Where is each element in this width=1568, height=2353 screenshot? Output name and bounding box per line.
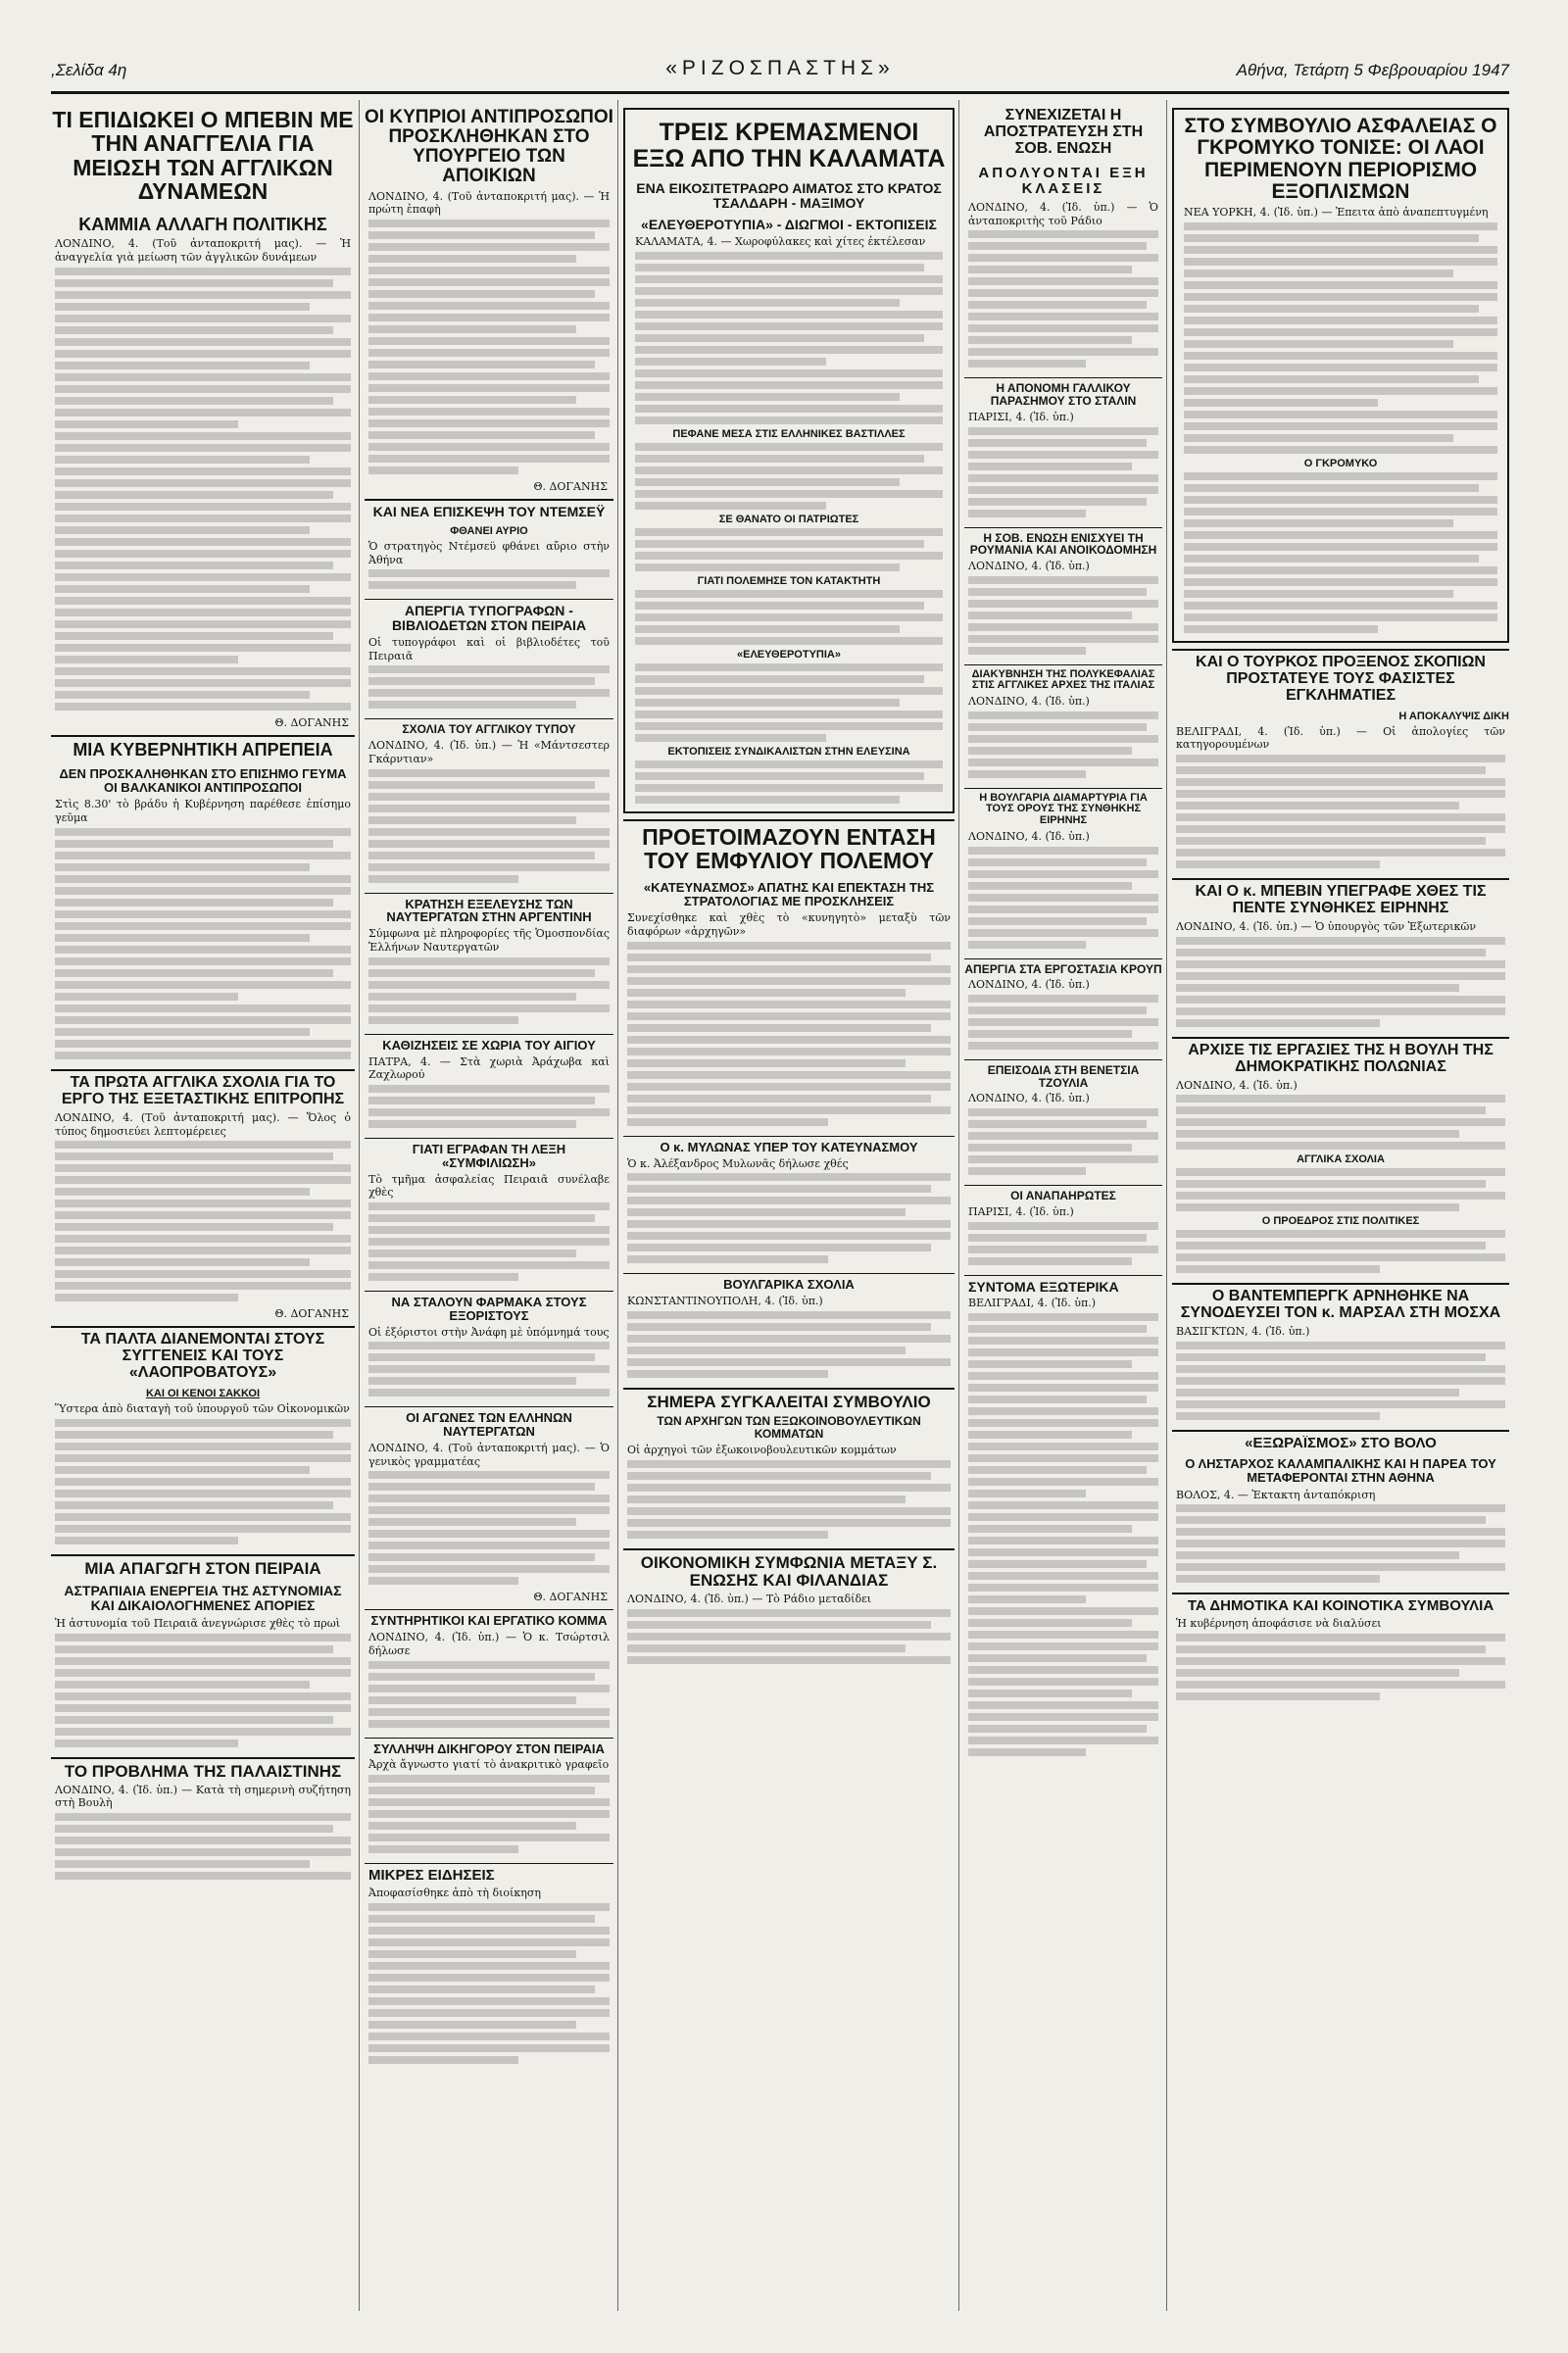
headline: ΤΑ ΠΡΩΤΑ ΑΓΓΛΙΚΑ ΣΧΟΛΙΑ ΓΙΑ ΤΟ ΕΡΓΟ ΤΗΣ ΕΞΕΤΑΣΤΙΚΗΣ ΕΠΙΤΡΟΠΗΣ: [61, 1074, 345, 1107]
subhead: ΔΕΝ ΠΡΟΣΚΑΛΗΘΗΚΑΝ ΣΤΟ ΕΠΙΣΗΜΟ ΓΕΥΜΑ ΟΙ ΒΑΛΚΑΝΙΚΟΙ ΑΝΤΙΠΡΟΣΩΠΟΙ: [59, 765, 347, 796]
article-volos: [1172, 1436, 1509, 1587]
article-dateline: ΛΟΝΔΙΝΟ, 4. (Ἰδ. ὑπ.) — Ὁ ὑπουργὸς τῶν Ἐξωτερικῶν: [1176, 920, 1477, 934]
subhead: Ο ΛΗΣΤΑΡΧΟΣ ΚΑΛΑΜΠΑΛΙΚΗΣ ΚΑΙ Η ΠΑΡΕΑ ΤΟΥ ΜΕΤΑΦΕΡΟΝΤΑΙ ΣΤΗΝ ΑΘΗΝΑ: [1185, 1455, 1496, 1486]
body-text: [51, 1810, 355, 1880]
article-dateline: Σύμφωνα μὲ πληροφορίες τῆς Ὁμοσπονδίας Ἑλλήνων Ναυτεργατῶν: [368, 927, 610, 954]
article-krupp-strike: [964, 963, 1162, 1054]
headline: ΚΑΘΙΖΗΣΕΙΣ ΣΕ ΧΩΡΙΑ ΤΟΥ ΑΙΓΙΟΥ: [382, 1038, 596, 1053]
headline: Η ΣΟΒ. ΕΝΩΣΗ ΕΝΙΣΧΥΕΙ ΤΗ ΡΟΥΜΑΝΙΑ ΚΑΙ ΑΝΟΙΚΟΔΟΜΗΣΗ: [969, 531, 1157, 558]
body-text: [631, 661, 947, 742]
body-text: [623, 1606, 955, 1664]
article-dateline: ΚΑΛΑΜΑΤΑ, 4. — Χωροφύλακες καὶ χίτες ἐκτέλεσαν: [635, 235, 926, 249]
body-text: [1172, 1165, 1509, 1211]
headline: ΤΡΕΙΣ ΚΡΕΜΑΣΜΕΝΟΙ ΕΞΩ ΑΠΟ ΤΗΝ ΚΑΛΑΜΑΤΑ: [632, 119, 946, 172]
article-dateline: Οἱ τυπογράφοι καὶ οἱ βιβλιοδέτες τοῦ Πειραιᾶ: [368, 635, 610, 662]
column-4: [964, 100, 1162, 2311]
headline: ΒΟΥΛΓΑΡΙΚΑ ΣΧΟΛΙΑ: [723, 1278, 855, 1293]
column-3: [623, 100, 955, 2311]
body-text: [631, 249, 947, 424]
article-dateline: Ἡ ἀστυνομία τοῦ Πειραιᾶ ἀνεγνώρισε χθὲς τὸ πρωὶ: [55, 1616, 341, 1630]
article-dateline: ΛΟΝΔΙΝΟ, 4. (Τοῦ ἀνταποκριτή μας). — Ἡ πρώτη ἐπαφὴ: [368, 189, 610, 217]
headline: ΠΡΟΕΤΟΙΜΑΖΟΥΝ ΕΝΤΑΣΗ ΤΟΥ ΕΜΦΥΛΙΟΥ ΠΟΛΕΜΟΥ: [642, 824, 936, 874]
signature: Θ. ΔΟΓΑΝΗΣ: [533, 1591, 608, 1604]
article-turkish-consul: [1172, 655, 1509, 872]
headline: ΝΑ ΣΤΑΛΟΥΝ ΦΑΡΜΑΚΑ ΣΤΟΥΣ ΕΞΟΡΙΣΤΟΥΣ: [391, 1296, 587, 1323]
article-dateline: ΒΑΣΙΓΚΤΩΝ, 4. (Ἰδ. ὑπ.): [1176, 1325, 1310, 1339]
body-text: [51, 1138, 355, 1301]
article-dateline: ΛΟΝΔΙΝΟ, 4. (Ἰδ. ὑπ.): [968, 695, 1090, 709]
section-heading: ΑΓΓΛΙΚΑ ΣΧΟΛΙΑ: [1297, 1153, 1385, 1166]
issue-date: Αθήνα, Τετάρτη 5 Φεβρουαρίου 1947: [1236, 61, 1509, 79]
headline: ΜΙΚΡΕΣ ΕΙΔΗΣΕΙΣ: [368, 1868, 495, 1885]
article-dateline: ΛΟΝΔΙΝΟ, 4. (Ἰδ. ὑπ.): [1176, 1078, 1298, 1092]
article-mylonas: [623, 1141, 955, 1268]
headline: ΣΗΜΕΡΑ ΣΥΓΚΑΛΕΙΤΑΙ ΣΥΜΒΟΥΛΙΟ: [647, 1393, 931, 1411]
body-text: [631, 587, 947, 645]
article-gromyko-security-council: [1172, 108, 1509, 643]
article-cypriot-delegates: [365, 100, 613, 493]
body-text: [964, 227, 1162, 368]
headline: ΣΥΛΛΗΨΗ ΔΙΚΗΓΟΡΟΥ ΣΤΟΝ ΠΕΙΡΑΙΑ: [373, 1741, 605, 1756]
article-dateline: ΛΟΝΔΙΝΟ, 4. (Τοῦ ἀνταποκριτή μας). — Ὁ γενικὸς γραμματέας: [368, 1441, 610, 1468]
article-dateline: ΛΟΝΔΙΝΟ, 4. (Ἰδ. ὑπ.) — Ἡ «Μάντσεστερ Γκάρντιαν»: [368, 739, 610, 765]
body-text: [631, 525, 947, 571]
article-dateline: Ὕστερα ἀπὸ διαταγὴ τοῦ ὑπουργοῦ τῶν Οἰκονομικῶν: [55, 1402, 350, 1416]
column-rule: [359, 100, 360, 2311]
body-text: [964, 1219, 1162, 1265]
headline: ΣΤΟ ΣΥΜΒΟΥΛΙΟ ΑΣΦΑΛΕΙΑΣ Ο ΓΚΡΟΜΥΚΟ ΤΟΝΙΣΕ: ΟΙ ΛΑΟΙ ΠΕΡΙΜΕΝΟΥΝ ΠΕΡΙΟΡΙΣΜΟ ΕΞΟΠΛΙΣΜΩΝ: [1184, 115, 1497, 203]
body-text: [623, 939, 955, 1126]
article-dateline: ΛΟΝΔΙΝΟ, 4. (Τοῦ ἀνταποκριτή μας). — Ἡ ἀναγγελία γιὰ μείωση τῶν ἀγγλικῶν δυνάμεων: [55, 237, 351, 265]
headline: ΟΙ ΑΝΑΠΑΗΡΩΤΕΣ: [1010, 1190, 1116, 1203]
body-text: [964, 844, 1162, 949]
article-medicine-exiles: [365, 1296, 613, 1400]
body-text: [365, 1468, 613, 1585]
article-government-slight: [51, 741, 355, 1063]
headline: ΚΑΙ Ο ΤΟΥΡΚΟΣ ΠΡΟΞΕΝΟΣ ΣΚΟΠΙΩΝ ΠΡΟΣΤΑΤΕΥΕ ΤΟΥΣ ΦΑΣΙΣΤΕΣ ΕΓΚΛΗΜΑΤΙΕΣ: [1196, 654, 1486, 704]
headline: ΑΠΕΡΓΙΑ ΣΤΑ ΕΡΓΟΣΤΑΣΙΑ ΚΡΟΥΠ: [964, 962, 1162, 976]
headline: ΤΑ ΔΗΜΟΤΙΚΑ ΚΑΙ ΚΟΙΝΟΤΙΚΑ ΣΥΜΒΟΥΛΙΑ: [1187, 1598, 1494, 1615]
subhead: «ΚΑΤΕΥΝΑΣΜΟΣ» ΑΠΑΤΗΣ ΚΑΙ ΕΠΕΚΤΑΣΗ ΤΗΣ ΣΤΡΑΤΟΛΟΓΙΑΣ ΜΕ ΠΡΟΣΚΛΗΣΕΙΣ: [643, 879, 935, 908]
article-dempsey-visit: [365, 505, 613, 593]
headline: ΟΙ ΚΥΠΡΙΟΙ ΑΝΤΙΠΡΟΣΩΠΟΙ ΠΡΟΣΚΛΗΘΗΚΑΝ ΣΤΟ ΥΠΟΥΡΓΕΙΟ ΤΩΝ ΑΠΟΙΚΙΩΝ: [365, 107, 613, 187]
article-dateline: ΛΟΝΔΙΝΟ, 4. (Ἰδ. ὑπ.) — Κατὰ τὴ σημερινὴ συζήτηση στὴ Βουλὴ: [55, 1783, 351, 1810]
paper-name: «ΡΙΖΟΣΠΑΣΤΗΣ»: [665, 57, 895, 79]
headline: ΣΥΝΤΟΜΑ ΕΞΩΤΕΡΙΚΑ: [968, 1279, 1119, 1295]
article-dateline: ΛΟΝΔΙΝΟ, 4. (Ἰδ. ὑπ.): [968, 559, 1090, 572]
headline: «ΕΞΩΡΑΪΣΜΟΣ» ΣΤΟ ΒΟΛΟ: [1245, 1436, 1437, 1452]
article-english-comments-commission: [51, 1075, 355, 1320]
article-english-press-comments: [365, 723, 613, 886]
section-heading: ΓΙΑΤΙ ΠΟΛΕΜΗΣΕ ΤΟΝ ΚΑΤΑΚΤΗΤΗ: [697, 574, 881, 587]
article-municipal-councils: [1172, 1598, 1509, 1704]
section-heading: Ο ΠΡΟΕΔΡΟΣ ΣΤΙΣ ΠΟΛΙΤΙΚΕΣ: [1261, 1215, 1420, 1228]
article-greek-seamen: [365, 1411, 613, 1603]
signature: Θ. ΔΟΓΑΝΗΣ: [274, 1307, 349, 1321]
article-bulgarian-comments: [623, 1278, 955, 1382]
article-abduction-piraeus: [51, 1560, 355, 1751]
body-text: [964, 424, 1162, 517]
article-dateline: ΛΟΝΔΙΝΟ, 4. (Ἰδ. ὑπ.) — Ὁ κ. Τσώρτσιλ δήλωσε: [368, 1631, 610, 1657]
section-heading: ΠΕΦΑΝΕ ΜΕΣΑ ΣΤΙΣ ΕΛΛΗΝΙΚΕΣ ΒΑΣΤΙΛΛΕΣ: [672, 427, 906, 440]
body-text: [365, 1900, 613, 2064]
body-text: [365, 566, 613, 589]
column-rule: [617, 100, 618, 2311]
subhead: ΑΠΟΛΥΟΝΤΑΙ ΕΞΗ ΚΛΑΣΕΙΣ: [978, 164, 1149, 198]
article-seamen-argentina: [365, 898, 613, 1028]
column-rule: [1166, 100, 1167, 2311]
article-kalamata-hangings: [623, 108, 955, 813]
article-dateline: ΠΑΤΡΑ, 4. — Στὰ χωριὰ Ἀράχωβα καὶ Ζαχλωρού: [368, 1054, 610, 1082]
body-text: [964, 992, 1162, 1050]
article-bevin-signed-treaties: [1172, 884, 1509, 1031]
signature: Θ. ΔΟΓΑΝΗΣ: [274, 715, 349, 729]
article-dateline: ΛΟΝΔΙΝΟ, 4. (Τοῦ ἀνταποκριτή μας). — Ὅλος ὁ τύπος δημοσιεύει λεπτομέρειες: [55, 1110, 351, 1138]
article-dateline: ΒΟΛΟΣ, 4. — Ἐκτακτη ἀνταπόκριση: [1176, 1488, 1376, 1501]
article-polish-parliament: [1172, 1043, 1509, 1278]
article-dateline: ΚΩΝΣΤΑΝΤΙΝΟΥΠΟΛΗ, 4. (Ἰδ. ὑπ.): [627, 1295, 823, 1308]
body-text: [1172, 1092, 1509, 1150]
article-dateline: ΝΕΑ ΥΟΡΚΗ, 4. (Ἰδ. ὑπ.) — Ἐπειτα ἀπὸ ἀναπεπτυγμένη: [1184, 206, 1489, 219]
article-venezia-giulia: [964, 1064, 1162, 1179]
headline: ΤΑ ΠΑΛΤΑ ΔΙΑΝΕΜΟΝΤΑΙ ΣΤΟΥΣ ΣΥΓΓΕΝΕΙΣ ΚΑΙ ΤΟΥΣ «ΛΑΟΠΡΟΒΑΤΟΥΣ»: [80, 1332, 325, 1382]
article-lawyer-arrest: [365, 1742, 613, 1858]
article-dateline: ΒΕΛΙΓΡΑΔΙ, 4. (Ἰδ. ὑπ.) — Οἱ ἀπολογίες τῶν κατηγορουμένων: [1176, 724, 1505, 752]
masthead: [51, 55, 1509, 94]
article-dateline: ΠΑΡΙΣΙ, 4. (Ἰδ. ὑπ.): [968, 410, 1074, 423]
body-text: [631, 758, 947, 804]
article-dateline: ΛΟΝΔΙΝΟ, 4. (Ἰδ. ὑπ.): [968, 829, 1090, 843]
headline: ΑΠΕΡΓΙΑ ΤΥΠΟΓΡΑΦΩΝ - ΒΙΒΛΙΟΔΕΤΩΝ ΣΤΟΝ ΠΕΙΡΑΙΑ: [391, 604, 587, 634]
article-conservatives-labour: [365, 1614, 613, 1731]
section-heading: ΕΚΤΟΠΙΣΕΙΣ ΣΥΝΔΙΚΑΛΙΣΤΩΝ ΣΤΗΝ ΕΛΕΥΣΙΝΑ: [667, 745, 910, 758]
article-dateline: Ἀρχὰ ἄγνωστο γιατί τὸ ἀνακριτικὸ γραφεῖο: [368, 1758, 610, 1772]
article-dateline: ΛΟΝΔΙΝΟ, 4. (Ἰδ. ὑπ.): [968, 978, 1090, 992]
headline: ΣΧΟΛΙΑ ΤΟΥ ΑΓΓΛΙΚΟΥ ΤΥΠΟΥ: [402, 723, 576, 737]
body-text: [365, 1772, 613, 1853]
section-heading: «ΕΛΕΥΘΕΡΟΤΥΠΙΑ»: [737, 648, 841, 661]
body-text: [365, 955, 613, 1024]
body-text: [964, 573, 1162, 655]
article-reconciliation-word: [365, 1143, 613, 1285]
column-5: [1172, 100, 1509, 2311]
body-text: [365, 1082, 613, 1128]
article-dateline: ΠΑΡΙΣΙ, 4. (Ἰδ. ὑπ.): [968, 1204, 1074, 1218]
headline: ΓΙΑΤΙ ΕΓΡΑΦΑΝ ΤΗ ΛΕΞΗ «ΣΥΜΦΙΛΙΩΣΗ»: [412, 1143, 566, 1170]
article-foreign-briefs: [964, 1280, 1162, 1761]
article-dateline: Ἀποφασίσθηκε ἀπὸ τὴ διοίκηση: [368, 1887, 541, 1900]
body-text: [51, 1631, 355, 1747]
headline: Ο κ. ΜΥΛΩΝΑΣ ΥΠΕΡ ΤΟΥ ΚΑΤΕΥΝΑΣΜΟΥ: [660, 1140, 918, 1154]
section-heading: Ο ΓΚΡΟΜΥΚΟ: [1303, 457, 1378, 469]
body-text: [964, 1105, 1162, 1175]
headline: ΜΙΑ ΑΠΑΓΩΓΗ ΣΤΟΝ ΠΕΙΡΑΙΑ: [84, 1559, 321, 1578]
body-text: [365, 1658, 613, 1728]
headline: ΤΟ ΠΡΟΒΛΗΜΑ ΤΗΣ ΠΑΛΑΙΣΤΙΝΗΣ: [64, 1762, 342, 1781]
article-stalin-decoration: [964, 382, 1162, 520]
body-text: [1172, 1227, 1509, 1273]
body-text: [1172, 1339, 1509, 1420]
body-text: [964, 1310, 1162, 1756]
subhead: ΑΣΤΡΑΠΙΑΙΑ ΕΝΕΡΓΕΙΑ ΤΗΣ ΑΣΤΥΝΟΜΙΑΣ ΚΑΙ ΔΙΚΑΙΟΛΟΓΗΜΕΝΕΣ ΑΠΟΡΙΕΣ: [64, 1583, 342, 1614]
headline: ΚΡΑΤΗΣΗ ΕΞΕΛΕΥΣΗΣ ΤΩΝ ΝΑΥΤΕΡΓΑΤΩΝ ΣΤΗΝ ΑΡΓΕΝΤΙΝΗ: [386, 897, 592, 925]
signature: Θ. ΔΟΓΑΝΗΣ: [533, 480, 608, 493]
body-text: [623, 1308, 955, 1378]
article-dateline: Ἡ κυβέρνηση ἀποφάσισε νὰ διαλύσει: [1176, 1617, 1382, 1631]
article-dateline: Ὁ στρατηγὸς Ντέμσεϋ φθάνει αὔριο στὴν Ἀθήνα: [368, 539, 610, 566]
headline: ΚΑΙ ΝΕΑ ΕΠΙΣΚΕΨΗ ΤΟΥ ΝΤΕΜΣΕΫ: [372, 505, 606, 519]
article-bulgaria-protest: [964, 793, 1162, 953]
headline: ΚΑΙ Ο κ. ΜΠΕΒΙΝ ΥΠΕΓΡΑΦΕ ΧΘΕΣ ΤΙΣ ΠΕΝΤΕ ΣΥΝΘΗΚΕΣ ΕΙΡΗΝΗΣ: [1195, 884, 1487, 917]
body-text: [365, 1339, 613, 1397]
article-dateline: Στὶς 8.30' τὸ βράδυ ἡ Κυβέρνηση παρέθεσε ἐπίσημο γεῦμα: [55, 798, 351, 825]
article-italy-authorities: [964, 669, 1162, 782]
article-dateline: Ὁ κ. Ἀλέξανδρος Μυλωνᾶς δήλωσε χθές: [627, 1156, 849, 1170]
article-bevin-forces: [51, 100, 355, 729]
article-ussr-finland: [623, 1554, 955, 1668]
body-text: [51, 265, 355, 711]
column-rule: [958, 100, 959, 2311]
body-text: [1180, 469, 1501, 633]
subhead: ΚΑΜΜΙΑ ΑΛΛΑΓΗ ΠΟΛΙΤΙΚΗΣ: [78, 214, 327, 234]
body-text: [365, 1200, 613, 1281]
article-short-news: [365, 1868, 613, 2068]
body-text: [1180, 220, 1501, 454]
body-text: [1172, 752, 1509, 868]
article-civil-war: [623, 825, 955, 1130]
body-text: [631, 440, 947, 510]
headline: ΤΙ ΕΠΙΔΙΩΚΕΙ Ο ΜΠΕΒΙΝ ΜΕ ΤΗΝ ΑΝΑΓΓΕΛΙΑ ΓΙΑ ΜΕΙΩΣΗ ΤΩΝ ΑΓΓΛΙΚΩΝ ΔΥΝΑΜΕΩΝ: [52, 107, 354, 205]
article-dateline: Οἱ ἀρχηγοὶ τῶν ἐξωκοινοβουλευτικῶν κομμάτων: [627, 1444, 897, 1457]
article-dateline: ΛΟΝΔΙΝΟ, 4. (Ἰδ. ὑπ.): [968, 1092, 1090, 1105]
page-number: ,Σελίδα 4η: [51, 61, 127, 79]
headline: ΟΙΚΟΝΟΜΙΚΗ ΣΥΜΦΩΝΙΑ ΜΕΤΑΞΥ Σ. ΕΝΩΣΗΣ ΚΑΙ ΦΙΛΑΝΔΙΑΣ: [640, 1553, 938, 1590]
body-text: [1172, 1631, 1509, 1700]
article-coats-distributed: [51, 1332, 355, 1548]
subhead: ΕΝΑ ΕΙΚΟΣΙΤΕΤΡΑΩΡΟ ΑΙΜΑΤΟΣ ΣΤΟ ΚΡΑΤΟΣ ΤΣΑΛΔΑΡΗ - ΜΑΞΙΜΟΥ: [636, 180, 942, 212]
headline: ΜΙΑ ΚΥΒΕΡΝΗΤΙΚΗ ΑΠΡΕΠΕΙΑ: [73, 740, 333, 760]
headline: ΕΠΕΙΣΟΔΙΑ ΣΤΗ ΒΕΝΕΤΣΙΑ ΤΖΟΥΛΙΑ: [987, 1063, 1140, 1090]
kicker: Η ΑΠΟΚΑΛΥΨΙΣ ΔΙΚΗ: [1398, 710, 1509, 722]
headline: ΣΥΝΕΧΙΖΕΤΑΙ Η ΑΠΟΣΤΡΑΤΕΥΣΗ ΣΤΗ ΣΟΒ. ΕΝΩΣΗ: [983, 107, 1144, 157]
section-heading: ΣΕ ΘΑΝΑΤΟ ΟΙ ΠΑΤΡΙΩΤΕΣ: [718, 513, 859, 525]
subhead-2: «ΕΛΕΥΘΕΡΟΤΥΠΙΑ» - ΔΙΩΓΜΟΙ - ΕΚΤΟΠΙΣΕΙΣ: [641, 216, 937, 232]
article-dateline: ΒΕΛΙΓΡΑΔΙ, 4. (Ἰδ. ὑπ.): [968, 1297, 1096, 1310]
article-dateline: Τὸ τμῆμα ἀσφαλείας Πειραιᾶ συνέλαβε χθὲς: [368, 1172, 610, 1200]
body-text: [365, 217, 613, 474]
article-disabled-veterans: [964, 1190, 1162, 1268]
body-text: [623, 1170, 955, 1263]
article-council-today: [623, 1394, 955, 1543]
headline: Η ΑΠΟΝΟΜΗ ΓΑΛΛΙΚΟΥ ΠΑΡΑΣΗΜΟΥ ΣΤΟ ΣΤΑΛΙΝ: [990, 382, 1137, 409]
headline: Η ΒΟΥΛΓΑΡΙΑ ΔΙΑΜΑΡΤΥΡΙΑ ΓΙΑ ΤΟΥΣ ΟΡΟΥΣ ΤΗΣ ΣΥΝΘΗΚΗΣ ΕΙΡΗΝΗΣ: [979, 792, 1148, 827]
article-printers-strike: [365, 604, 613, 712]
body-text: [1172, 1501, 1509, 1583]
article-dateline: ΛΟΝΔΙΝΟ, 4. (Ἰδ. ὑπ.) — Τὸ Ράδιο μεταδίδει: [627, 1592, 872, 1605]
article-palestine: [51, 1763, 355, 1885]
column-1: [51, 100, 355, 2311]
body-text: [51, 1416, 355, 1544]
kicker: ΦΘΑΝΕΙ ΑΥΡΙΟ: [450, 524, 528, 537]
kicker: ΚΑΙ ΟΙ ΚΕΝΟΙ ΣΑΚΚΟΙ: [145, 1388, 261, 1400]
article-aigio-villages: [365, 1039, 613, 1132]
body-text: [964, 709, 1162, 778]
body-text: [623, 1457, 955, 1539]
body-text: [1172, 934, 1509, 1027]
article-dateline: ΛΟΝΔΙΝΟ, 4. (Ἰδ. ὑπ.) — Ὁ ἀνταποκριτὴς τοῦ Ράδιο: [968, 200, 1158, 227]
article-dateline: Οἱ ἐξόριστοι στὴν Ἀνάφη μὲ ὑπόμνημά τους: [368, 1325, 610, 1339]
body-text: [365, 662, 613, 709]
article-ussr-romania: [964, 532, 1162, 659]
headline: Ο ΒΑΝΤΕΜΠΕΡΓΚ ΑΡΝΗΘΗΚΕ ΝΑ ΣΥΝΟΔΕΥΣΕΙ ΤΟΝ κ. ΜΑΡΣΑΛ ΣΤΗ ΜΟΣΧΑ: [1180, 1289, 1501, 1322]
article-dateline: Συνεχίσθηκε καὶ χθὲς τὸ «κυνηγητὸ» μεταξὺ τῶν διαφόρων «ἀρχηγῶν»: [627, 911, 951, 939]
column-2: [365, 100, 613, 2311]
headline: ΟΙ ΑΓΩΝΕΣ ΤΩΝ ΕΛΛΗΝΩΝ ΝΑΥΤΕΡΓΑΤΩΝ: [406, 1411, 572, 1440]
headline: ΔΙΑΚΥΒΝΗΣΗ ΤΗΣ ΠΟΛΥΚΕΦΑΛΙΑΣ ΣΤΙΣ ΑΓΓΛΙΚΕΣ ΑΡΧΕΣ ΤΗΣ ΙΤΑΛΙΑΣ: [971, 668, 1155, 692]
body-text: [51, 825, 355, 1059]
article-soviet-demobilisation: [964, 100, 1162, 371]
subhead: ΤΩΝ ΑΡΧΗΓΩΝ ΤΩΝ ΕΞΩΚΟΙΝΟΒΟΥΛΕΥΤΙΚΩΝ ΚΟΜΜΑΤΩΝ: [657, 1413, 921, 1441]
headline: ΑΡΧΙΣΕ ΤΙΣ ΕΡΓΑΣΙΕΣ ΤΗΣ Η ΒΟΥΛΗ ΤΗΣ ΔΗΜΟΚΡΑΤΙΚΗΣ ΠΟΛΩΝΙΑΣ: [1188, 1042, 1494, 1075]
headline: ΣΥΝΤΗΡΗΤΙΚΟΙ ΚΑΙ ΕΡΓΑΤΙΚΟ ΚΟΜΜΑ: [370, 1614, 608, 1629]
article-vandenberg-marshall: [1172, 1289, 1509, 1424]
body-text: [365, 766, 613, 883]
